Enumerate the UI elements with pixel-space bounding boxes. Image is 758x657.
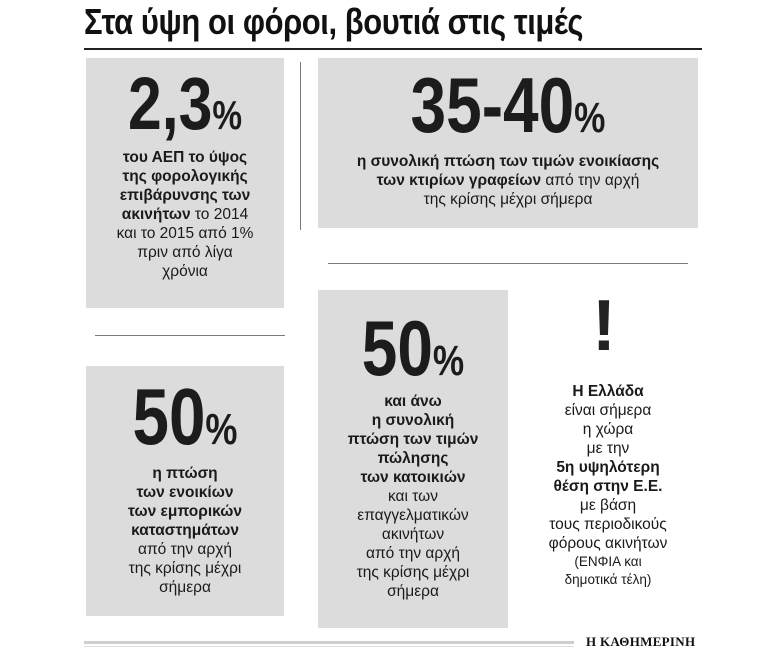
description-line — [86, 521, 284, 540]
description-line — [86, 186, 284, 205]
footer-rule — [84, 641, 574, 644]
description-text: σήμερα — [159, 579, 211, 596]
description-line — [86, 578, 284, 597]
stat-description — [86, 464, 284, 597]
description-bold: του ΑΕΠ το ύψος — [122, 149, 248, 166]
description-line — [520, 382, 696, 401]
infographic-title: Στα ύψη οι φόροι, βουτιά στις τιμές — [84, 1, 584, 42]
description-line — [318, 582, 508, 601]
stat-value: 50% — [132, 372, 238, 461]
description-text: χρόνια — [162, 263, 208, 280]
description-line — [318, 506, 508, 525]
description-line — [318, 190, 698, 209]
description-bold: επιβάρυνσης των — [119, 187, 251, 204]
description-bold: πώλησης — [377, 450, 449, 467]
description-line — [520, 571, 696, 589]
description-bold: η συνολική — [371, 412, 455, 429]
description-text: της κρίσης μέχρι σήμερα — [423, 191, 593, 208]
description-bold: Η Ελλάδα — [572, 383, 644, 400]
description-text: από την αρχή — [366, 545, 460, 562]
stat-box-retail-rents — [86, 366, 284, 616]
description-line — [318, 449, 508, 468]
stat-value: 2,3% — [127, 62, 243, 145]
description-text: της κρίσης μέχρι — [356, 564, 470, 581]
stat-description — [318, 152, 698, 209]
description-text: είναι σήμερα — [564, 402, 652, 419]
description-bold: ακινήτων — [121, 206, 191, 223]
stat-box-eu-ranking — [520, 286, 696, 620]
newspaper-logo: Η ΚΑΘΗΜΕΡΙΝΗ — [586, 634, 696, 649]
description-line — [520, 439, 696, 458]
description-line — [318, 525, 508, 544]
description-bold: της φορολογικής — [122, 168, 248, 185]
description-line — [86, 502, 284, 521]
stat-box-office-rents — [318, 58, 698, 228]
row-divider — [95, 335, 285, 336]
description-line — [318, 152, 698, 171]
description-line — [318, 171, 698, 190]
description-line — [318, 430, 508, 449]
description-line — [520, 401, 696, 420]
description-text: πριν από λίγα — [137, 244, 233, 261]
description-text: (ΕΝΦΙΑ και — [574, 554, 642, 569]
stat-box-property-prices — [318, 290, 508, 628]
column-divider — [300, 62, 301, 230]
description-line — [318, 563, 508, 582]
description-line — [520, 420, 696, 439]
description-text: με βάση — [579, 497, 637, 514]
description-bold: των ενοικίων — [136, 484, 234, 501]
description-line — [520, 458, 696, 477]
stat-value: 50% — [361, 304, 465, 392]
description-bold: η πτώση — [152, 465, 218, 482]
stat-box-tax-burden — [86, 58, 284, 308]
description-bold: 5η υψηλότερη — [556, 459, 660, 476]
stat-description — [86, 148, 284, 281]
description-line — [318, 411, 508, 430]
description-text: φόρους ακινήτων — [548, 535, 668, 552]
description-text: και το 2015 από 1% — [116, 225, 254, 242]
description-line — [86, 224, 284, 243]
description-bold: πτώση των τιμών — [347, 431, 479, 448]
description-text: ακινήτων — [381, 526, 445, 543]
stat-description — [318, 392, 508, 601]
description-bold: θέση στην Ε.Ε. — [553, 478, 663, 495]
description-bold: των κτιρίων γραφείων — [376, 172, 542, 189]
description-line — [318, 468, 508, 487]
description-bold: και άνω — [384, 393, 442, 410]
description-line — [520, 496, 696, 515]
description-line — [86, 167, 284, 186]
description-text: από την αρχή — [138, 541, 232, 558]
description-text: τους περιοδικούς — [549, 516, 667, 533]
description-line — [520, 515, 696, 534]
description-text: η χώρα — [582, 421, 634, 438]
description-text: με την — [586, 440, 630, 457]
description-line — [86, 540, 284, 559]
description-text: της κρίσης μέχρι — [128, 560, 242, 577]
description-line — [318, 544, 508, 563]
description-bold: των εμπορικών — [128, 503, 242, 520]
description-line — [86, 205, 284, 224]
description-text: επαγγελματικών — [357, 507, 469, 524]
description-line — [86, 262, 284, 281]
description-line — [86, 243, 284, 262]
description-bold: καταστημάτων — [131, 522, 239, 539]
exclamation-icon: ! — [592, 286, 616, 366]
description-line — [318, 392, 508, 411]
description-text: από την αρχή — [541, 172, 640, 189]
description-line — [318, 487, 508, 506]
description-line — [86, 483, 284, 502]
description-line — [520, 534, 696, 553]
description-line — [86, 148, 284, 167]
title-underline — [84, 48, 702, 50]
description-line — [86, 464, 284, 483]
description-text: και των — [387, 488, 439, 505]
description-text: το 2014 — [190, 206, 249, 223]
footer-rule-thin — [84, 646, 574, 647]
description-line — [86, 559, 284, 578]
description-bold: η συνολική πτώση των τιμών ενοικίασης — [356, 153, 660, 170]
description-text: σήμερα — [387, 583, 439, 600]
row-divider — [328, 263, 688, 264]
stat-description — [520, 382, 696, 589]
description-bold: των κατοικιών — [360, 469, 466, 486]
description-text: δημοτικά τέλη) — [564, 572, 652, 587]
description-line — [520, 553, 696, 571]
stat-value: 35-40% — [410, 61, 606, 149]
description-line — [520, 477, 696, 496]
